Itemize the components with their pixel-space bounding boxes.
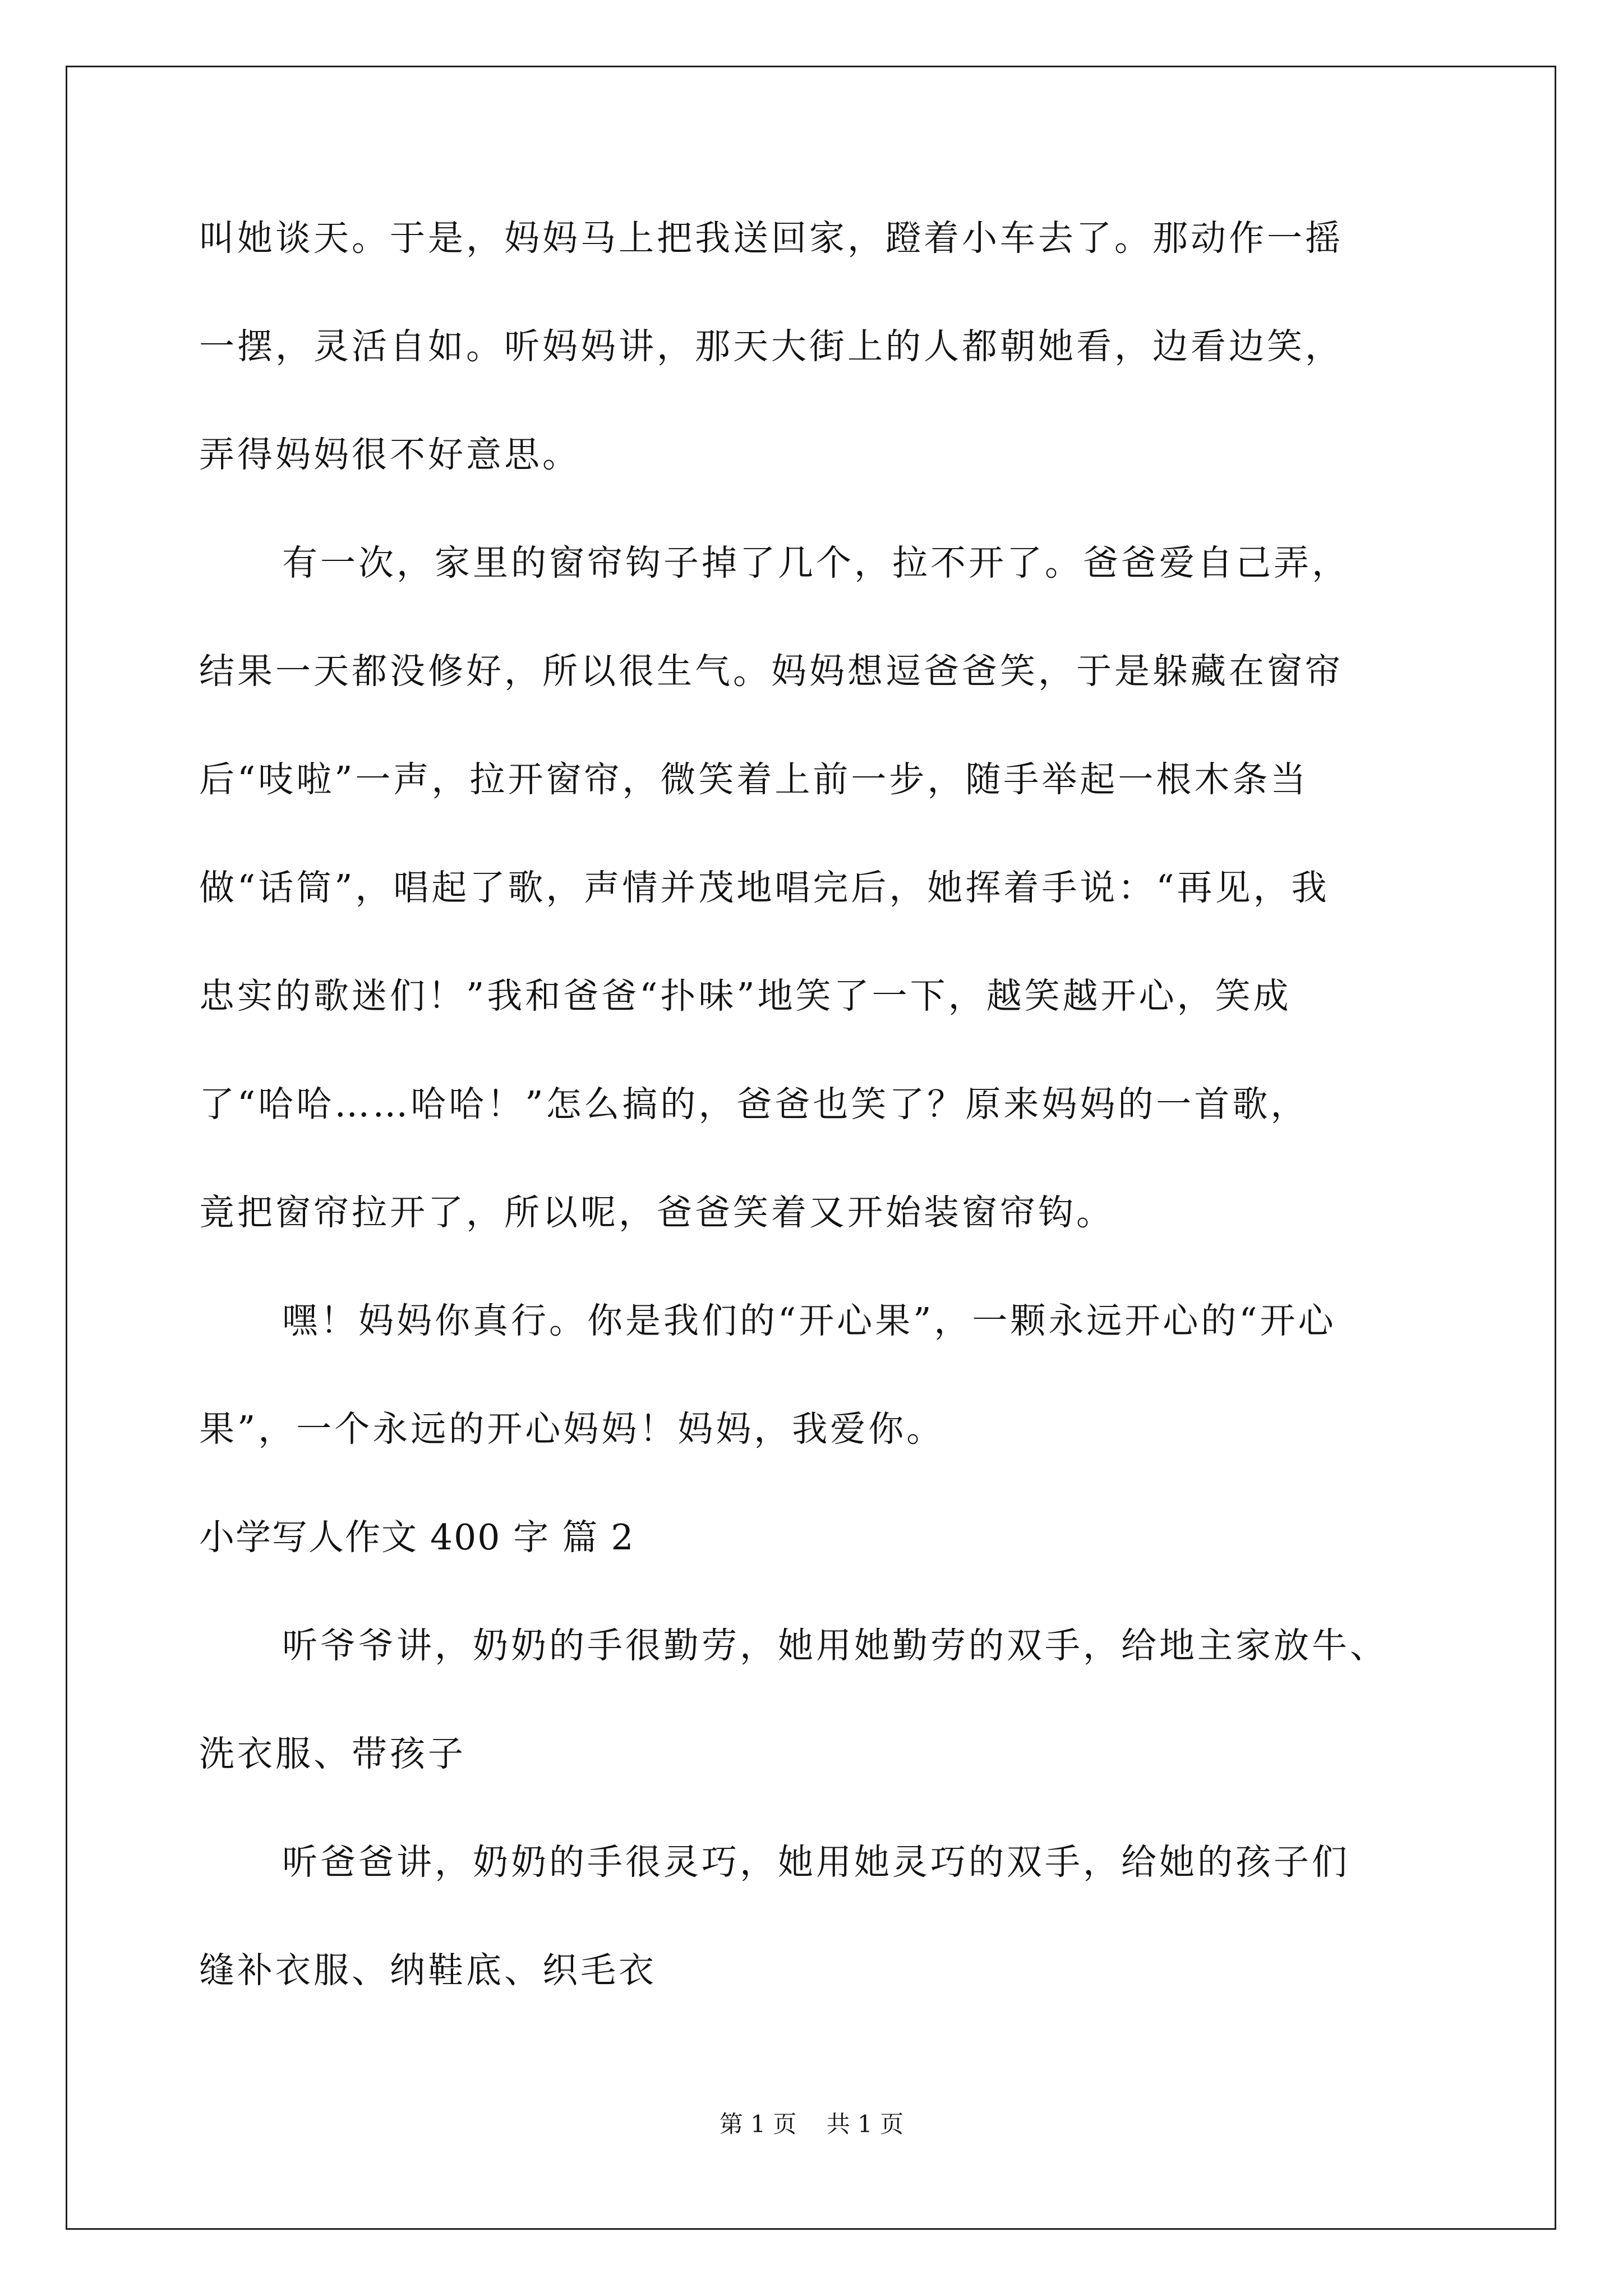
text-line-1: 叫她谈天。于是，妈妈马上把我送回家，蹬着小车去了。那动作一摇 — [199, 218, 1343, 259]
paragraph-start-line: 听爸爸讲，奶奶的手很灵巧，她用她灵巧的双手，给她的孩子们 — [282, 1842, 1350, 1883]
paragraph-start-line: 有一次，家里的窗帘钩子掉了几个，拉不开了。爸爸爱自己弄， — [282, 542, 1350, 583]
text-line-3: 弄得妈妈很不好意思。 — [199, 434, 580, 475]
paragraph-start-line: 嘿！妈妈你真行。你是我们的“开心果”，一颗永远开心的“开心 — [282, 1300, 1336, 1341]
page-number-footer: 第 1 页 共 1 页 — [719, 2110, 904, 2138]
text-line-17: 缝补衣服、纳鞋底、织毛衣 — [199, 1950, 657, 1991]
paragraph-start-line: 听爷爷讲，奶奶的手很勤劳，她用她勤劳的双手，给地主家放牛、 — [282, 1625, 1388, 1666]
document-body — [199, 220, 1433, 2061]
text-line-12: 果”，一个永远的开心妈妈！妈妈，我爱你。 — [199, 1409, 945, 1450]
text-line-6: 后“吱啦”一声，拉开窗帘，微笑着上前一步，随手举起一根木条当 — [199, 759, 1309, 800]
text-line-10: 竟把窗帘拉开了，所以呢，爸爸笑着又开始装窗帘钩。 — [199, 1192, 1114, 1233]
text-line-15: 洗衣服、带孩子 — [199, 1733, 466, 1774]
text-line-5: 结果一天都没修好，所以很生气。妈妈想逗爸爸笑，于是躲藏在窗帘 — [199, 651, 1343, 692]
text-line-2: 一摆，灵活自如。听妈妈讲，那天大街上的人都朝她看，边看边笑， — [199, 326, 1343, 367]
section-heading: 小学写人作文 400 字 篇 2 — [199, 1517, 635, 1558]
text-line-7: 做“话筒”，唱起了歌，声情并茂地唱完后，她挥着手说：“再见，我 — [199, 867, 1330, 908]
text-line-9: 了“哈哈……哈哈！”怎么搞的，爸爸也笑了？原来妈妈的一首歌， — [199, 1084, 1309, 1125]
text-line-8: 忠实的歌迷们！”我和爸爸“扑味”地笑了一下，越笑越开心，笑成 — [199, 976, 1292, 1016]
